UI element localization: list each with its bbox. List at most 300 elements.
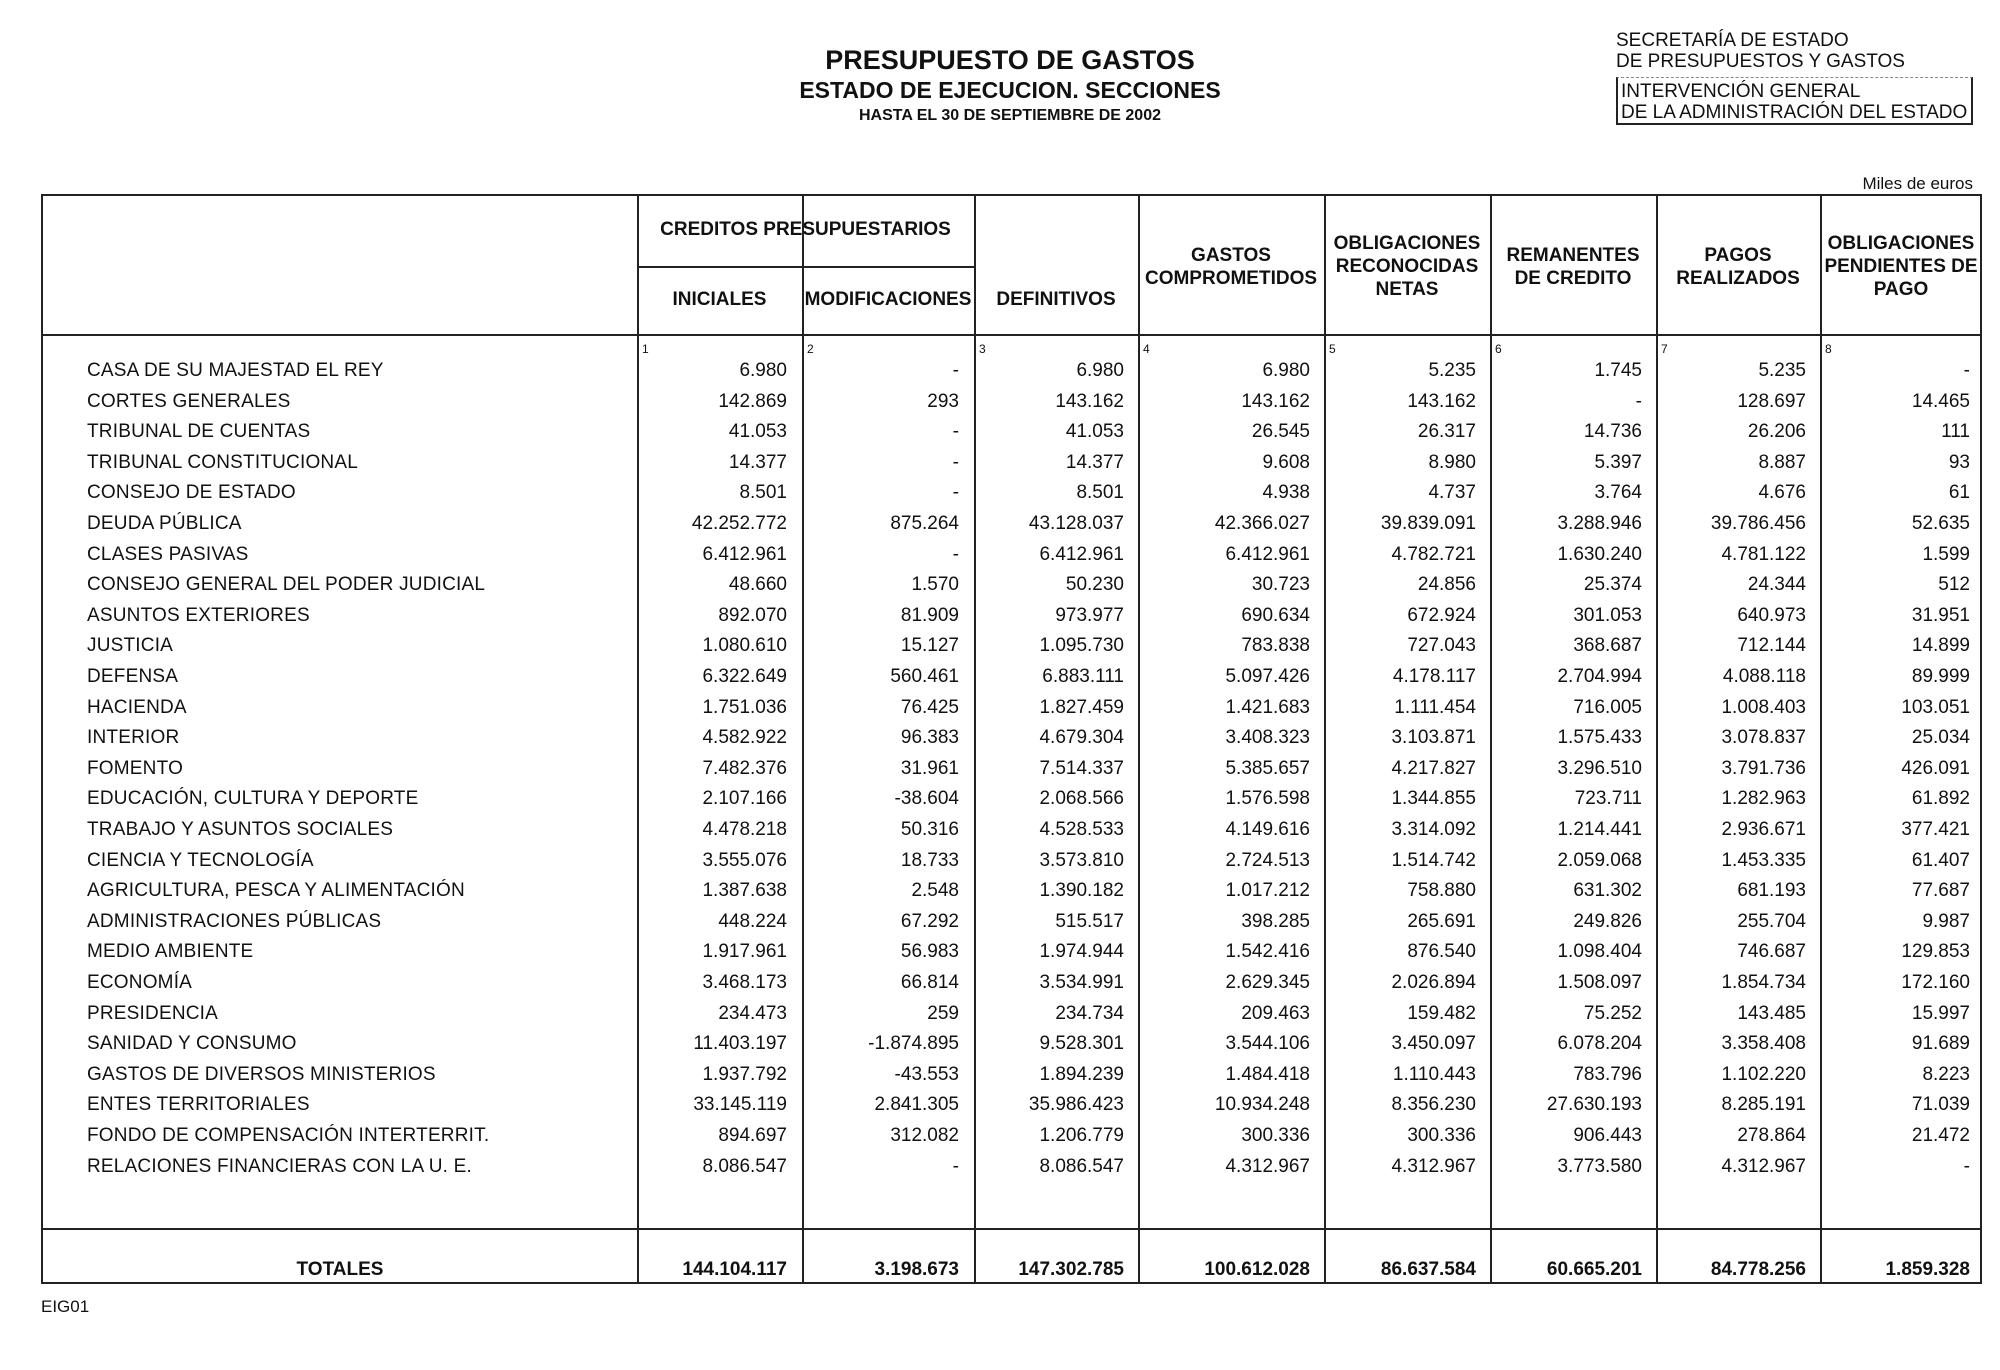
table-cell: 1.894.239 <box>1039 1063 1124 1085</box>
budget-table <box>41 194 1982 1284</box>
table-cell: - <box>952 543 959 565</box>
section-name: TRIBUNAL CONSTITUCIONAL <box>87 451 358 473</box>
column-number: 1 <box>642 342 649 356</box>
table-cell: 293 <box>927 390 959 412</box>
table-cell: - <box>1963 1155 1970 1177</box>
table-cell: 67.292 <box>900 910 959 932</box>
table-row <box>43 1152 1980 1182</box>
table-cell: 24.856 <box>1417 574 1476 596</box>
section-name: MEDIO AMBIENTE <box>87 941 254 963</box>
section-name: SANIDAD Y CONSUMO <box>87 1033 297 1055</box>
table-cell: 143.162 <box>1407 390 1476 412</box>
table-cell: 9.528.301 <box>1039 1033 1124 1055</box>
table-cell: 61.892 <box>1911 788 1970 810</box>
section-name: ECONOMÍA <box>87 972 193 993</box>
section-name: CONSEJO DE ESTADO <box>87 482 296 504</box>
table-row <box>43 570 1980 600</box>
table-cell: 783.838 <box>1241 635 1310 657</box>
table-cell: 234.734 <box>1055 1002 1124 1024</box>
table-cell: 18.733 <box>900 849 959 871</box>
table-cell: 52.635 <box>1911 513 1970 534</box>
table-cell: -38.604 <box>894 788 959 810</box>
section-name: FOMENTO <box>87 757 184 779</box>
table-cell: 4.312.967 <box>1225 1155 1310 1177</box>
table-divider <box>637 266 974 268</box>
header-remanentes-line: REMANENTES <box>1506 245 1640 266</box>
section-name: CASA DE SU MAJESTAD EL REY <box>87 360 384 381</box>
table-cell: 3.358.408 <box>1721 1033 1806 1055</box>
table-cell: 7.514.337 <box>1039 757 1124 779</box>
table-cell: 42.252.772 <box>691 513 787 534</box>
table-cell: 3.773.580 <box>1557 1155 1642 1177</box>
agency-line-2: DE PRESUPUESTOS Y GASTOS <box>1616 51 1905 72</box>
table-row <box>43 509 1980 539</box>
section-name: JUSTICIA <box>87 635 174 657</box>
table-cell: 426.091 <box>1901 757 1970 779</box>
total-value: 147.302.785 <box>1018 1259 1124 1280</box>
table-cell: 30.723 <box>1251 574 1310 596</box>
table-cell: 5.235 <box>1428 360 1476 381</box>
footer-code: EIG01 <box>41 1297 90 1316</box>
table-cell: 1.937.792 <box>702 1063 787 1085</box>
table-cell: 5.385.657 <box>1225 757 1310 779</box>
header-iniciales: INICIALES <box>672 289 767 310</box>
table-cell: 234.473 <box>718 1002 787 1024</box>
table-row <box>43 968 1980 998</box>
unit-label: Miles de euros <box>1862 174 1973 193</box>
table-row <box>43 448 1980 478</box>
table-cell: 448.224 <box>718 910 787 932</box>
table-cell: 973.977 <box>1055 604 1124 626</box>
table-cell: 672.924 <box>1407 604 1476 626</box>
table-cell: 25.034 <box>1911 727 1970 749</box>
table-cell: 35.986.423 <box>1028 1094 1124 1116</box>
table-cell: 4.679.304 <box>1039 727 1124 749</box>
column-number: 5 <box>1329 342 1336 356</box>
section-name: CLASES PASIVAS <box>87 543 249 565</box>
table-cell: 758.880 <box>1407 880 1476 902</box>
section-name: TRIBUNAL DE CUENTAS <box>87 421 311 443</box>
table-cell: 6.412.961 <box>702 543 787 565</box>
header-obligaciones-line: NETAS <box>1375 279 1439 300</box>
table-cell: 6.980 <box>1076 360 1124 381</box>
table-cell: 42.366.027 <box>1214 513 1310 534</box>
table-cell: 1.387.638 <box>702 880 787 902</box>
column-number: 6 <box>1495 342 1502 356</box>
table-cell: - <box>952 421 959 443</box>
table-row <box>43 876 1980 906</box>
total-value: 60.665.201 <box>1546 1259 1642 1280</box>
table-cell: 894.697 <box>718 1125 787 1146</box>
table-cell: 1.344.855 <box>1391 788 1476 810</box>
table-cell: 9.987 <box>1922 910 1970 932</box>
table-cell: 2.107.166 <box>702 788 787 810</box>
table-cell: 2.026.894 <box>1391 972 1476 993</box>
table-cell: 81.909 <box>900 604 959 626</box>
table-cell: 21.472 <box>1911 1125 1970 1146</box>
table-cell: 3.314.092 <box>1391 819 1476 840</box>
header-pagos-line: PAGOS <box>1704 245 1772 266</box>
table-cell: 2.704.994 <box>1557 666 1642 687</box>
table-row <box>43 723 1980 753</box>
table-row <box>43 478 1980 508</box>
table-cell: 4.737 <box>1428 482 1476 504</box>
header-obligaciones-line: RECONOCIDAS <box>1335 256 1479 277</box>
table-cell: 1.095.730 <box>1039 635 1124 657</box>
table-cell: 3.764 <box>1594 482 1642 504</box>
section-name: RELACIONES FINANCIERAS CON LA U. E. <box>87 1155 472 1177</box>
section-name: INTERIOR <box>87 727 180 749</box>
table-cell: 61.407 <box>1911 849 1970 871</box>
table-cell: 39.786.456 <box>1710 513 1806 534</box>
table-cell: 1.484.418 <box>1225 1063 1310 1085</box>
table-cell: 249.826 <box>1573 910 1642 932</box>
table-row <box>43 662 1980 692</box>
table-row <box>43 1121 1980 1151</box>
table-cell: 2.059.068 <box>1557 849 1642 871</box>
table-cell: 15.127 <box>900 635 959 657</box>
column-number: 4 <box>1143 342 1150 356</box>
table-cell: 2.841.305 <box>874 1094 959 1116</box>
table-cell: 8.980 <box>1428 451 1476 473</box>
header-gastos <box>1138 244 1324 290</box>
table-cell: 690.634 <box>1241 604 1310 626</box>
header-obligaciones-line: OBLIGACIONES <box>1333 233 1481 254</box>
header-gastos-line: COMPROMETIDOS <box>1144 268 1318 289</box>
table-cell: 265.691 <box>1407 910 1476 932</box>
table-cell: 783.796 <box>1573 1063 1642 1085</box>
report-title: PRESUPUESTO DE GASTOS <box>825 45 1195 75</box>
table-row <box>43 1060 1980 1090</box>
table-cell: 1.017.212 <box>1225 880 1310 902</box>
header-pendientes <box>1820 232 1982 301</box>
table-cell: 6.078.204 <box>1557 1033 1642 1055</box>
table-cell: 712.144 <box>1737 635 1806 657</box>
table-cell: 27.630.193 <box>1546 1094 1642 1116</box>
table-row <box>43 601 1980 631</box>
section-name: AGRICULTURA, PESCA Y ALIMENTACIÓN <box>87 880 465 902</box>
table-cell: 4.178.117 <box>1392 666 1476 687</box>
section-name: HACIENDA <box>87 696 187 718</box>
agency-line-3: INTERVENCIÓN GENERAL <box>1621 81 1861 102</box>
table-cell: 77.687 <box>1911 880 1970 902</box>
table-cell: - <box>952 482 959 504</box>
table-cell: 128.697 <box>1737 390 1806 412</box>
table-cell: 1.576.598 <box>1225 788 1310 810</box>
table-cell: 4.088.118 <box>1722 666 1806 687</box>
table-cell: 312.082 <box>890 1125 959 1146</box>
table-cell: 2.724.513 <box>1225 849 1310 871</box>
table-cell: 31.961 <box>900 757 959 779</box>
table-cell: 723.711 <box>1574 788 1642 810</box>
table-cell: 3.555.076 <box>702 849 787 871</box>
table-cell: 4.676 <box>1758 482 1806 504</box>
table-cell: 681.193 <box>1737 880 1806 902</box>
table-cell: 875.264 <box>890 513 959 534</box>
table-cell: 50.316 <box>900 819 959 840</box>
header-pendientes-line: OBLIGACIONES <box>1827 233 1975 254</box>
table-row <box>43 417 1980 447</box>
total-value: 144.104.117 <box>682 1259 787 1280</box>
table-cell: - <box>1635 390 1642 412</box>
table-cell: 1.542.416 <box>1225 941 1310 963</box>
table-row <box>43 999 1980 1029</box>
table-cell: 111 <box>1941 421 1970 443</box>
table-cell: 3.573.810 <box>1039 849 1124 871</box>
table-divider <box>43 1228 1980 1230</box>
table-cell: 278.864 <box>1737 1125 1806 1146</box>
table-cell: 906.443 <box>1573 1125 1642 1146</box>
table-cell: 3.534.991 <box>1039 972 1124 993</box>
table-cell: 1.917.961 <box>702 941 787 963</box>
table-cell: 61 <box>1948 482 1970 504</box>
header-remanentes-line: DE CREDITO <box>1514 268 1632 289</box>
table-cell: 876.540 <box>1407 941 1476 963</box>
header-creditos: CREDITOS PRESUPUESTARIOS <box>660 219 951 240</box>
table-cell: 10.934.248 <box>1214 1094 1310 1116</box>
table-cell: 143.162 <box>1055 390 1124 412</box>
table-cell: - <box>952 1155 959 1177</box>
table-cell: 76.425 <box>900 696 959 718</box>
table-cell: 75.252 <box>1583 1002 1642 1024</box>
table-cell: 2.629.345 <box>1225 972 1310 993</box>
column-number: 3 <box>979 342 986 356</box>
table-cell: 5.397 <box>1594 451 1642 473</box>
section-name: TRABAJO Y ASUNTOS SOCIALES <box>87 819 394 840</box>
table-cell: 26.317 <box>1417 421 1476 443</box>
agency-line-4: DE LA ADMINISTRACIÓN DEL ESTADO <box>1621 102 1968 123</box>
total-value: 3.198.673 <box>874 1259 959 1280</box>
header-pagos <box>1656 244 1820 290</box>
table-cell: - <box>1963 360 1970 381</box>
table-cell: 255.704 <box>1737 910 1806 932</box>
table-cell: 26.545 <box>1251 421 1310 443</box>
table-cell: 1.080.610 <box>702 635 787 657</box>
table-cell: 560.461 <box>890 666 959 687</box>
total-value: 1.859.328 <box>1885 1259 1970 1280</box>
table-cell: 1.599 <box>1922 543 1970 565</box>
table-cell: 1.214.441 <box>1557 819 1642 840</box>
report-date: HASTA EL 30 DE SEPTIEMBRE DE 2002 <box>858 107 1161 124</box>
table-cell: 66.814 <box>900 972 959 993</box>
table-cell: 142.869 <box>718 390 787 412</box>
table-cell: 50.230 <box>1065 574 1124 596</box>
table-cell: 143.162 <box>1241 390 1310 412</box>
total-value: 84.778.256 <box>1710 1259 1806 1280</box>
table-cell: 8.223 <box>1922 1063 1970 1085</box>
table-cell: 727.043 <box>1407 635 1476 657</box>
table-cell: 1.827.459 <box>1039 696 1124 718</box>
table-cell: 4.217.827 <box>1391 757 1476 779</box>
section-name: DEFENSA <box>87 666 179 687</box>
table-cell: 3.296.510 <box>1557 757 1642 779</box>
table-cell: 93 <box>1948 451 1970 473</box>
section-name: EDUCACIÓN, CULTURA Y DEPORTE <box>87 788 419 810</box>
table-cell: 892.070 <box>718 604 787 626</box>
table-cell: 746.687 <box>1737 941 1806 963</box>
table-cell: 1.421.683 <box>1225 696 1310 718</box>
table-cell: 3.450.097 <box>1391 1033 1476 1055</box>
table-cell: 300.336 <box>1241 1125 1310 1146</box>
table-cell: 368.687 <box>1573 635 1642 657</box>
table-cell: 159.482 <box>1407 1002 1476 1024</box>
table-cell: 512 <box>1938 574 1970 596</box>
table-cell: 8.887 <box>1758 451 1806 473</box>
table-cell: 9.608 <box>1262 451 1310 473</box>
table-cell: -1.874.895 <box>868 1033 959 1055</box>
table-cell: 300.336 <box>1407 1125 1476 1146</box>
column-number: 2 <box>807 342 814 356</box>
table-row <box>43 540 1980 570</box>
table-cell: 631.302 <box>1573 880 1642 902</box>
section-name: CONSEJO GENERAL DEL PODER JUDICIAL <box>87 574 486 596</box>
table-cell: 129.853 <box>1901 941 1970 963</box>
table-cell: 8.285.191 <box>1721 1094 1806 1116</box>
table-cell: 3.078.837 <box>1721 727 1806 749</box>
section-name: ASUNTOS EXTERIORES <box>87 604 310 626</box>
table-cell: 172.160 <box>1901 972 1970 993</box>
table-cell: 14.377 <box>1065 451 1124 473</box>
table-cell: 6.412.961 <box>1039 543 1124 565</box>
section-name: GASTOS DE DIVERSOS MINISTERIOS <box>87 1063 436 1085</box>
table-cell: - <box>952 451 959 473</box>
table-cell: 6.883.111 <box>1042 666 1124 687</box>
header-pagos-line: REALIZADOS <box>1676 268 1800 289</box>
table-cell: 3.544.106 <box>1225 1033 1310 1055</box>
table-cell: 14.465 <box>1911 390 1970 412</box>
table-cell: 8.501 <box>1076 482 1124 504</box>
table-divider <box>43 334 1980 336</box>
table-cell: 25.374 <box>1583 574 1642 596</box>
table-cell: 14.899 <box>1911 635 1970 657</box>
table-cell: 5.235 <box>1758 360 1806 381</box>
table-cell: 1.974.944 <box>1039 941 1124 963</box>
table-cell: 377.421 <box>1901 819 1970 840</box>
table-cell: 8.356.230 <box>1391 1094 1476 1116</box>
table-cell: 96.383 <box>900 727 959 749</box>
table-cell: 3.468.173 <box>702 972 787 993</box>
table-cell: 1.630.240 <box>1557 543 1642 565</box>
table-cell: 4.781.122 <box>1721 543 1806 565</box>
table-cell: 1.102.220 <box>1721 1063 1806 1085</box>
table-cell: 3.408.323 <box>1225 727 1310 749</box>
table-cell: 6.980 <box>1262 360 1310 381</box>
table-cell: 7.482.376 <box>702 757 787 779</box>
table-row <box>43 815 1980 845</box>
table-cell: 1.453.335 <box>1721 849 1806 871</box>
table-row <box>43 693 1980 723</box>
table-cell: 24.344 <box>1747 574 1806 596</box>
table-cell: 4.149.616 <box>1225 819 1310 840</box>
table-cell: 5.097.426 <box>1225 666 1310 687</box>
table-cell: 2.936.671 <box>1721 819 1806 840</box>
section-name: CIENCIA Y TECNOLOGÍA <box>87 849 314 871</box>
table-cell: 26.206 <box>1747 421 1806 443</box>
table-cell: 4.782.721 <box>1391 543 1476 565</box>
table-cell: 15.997 <box>1911 1002 1970 1024</box>
table-cell: 89.999 <box>1911 666 1970 687</box>
header-modificaciones: MODIFICACIONES <box>804 289 972 310</box>
table-cell: 56.983 <box>900 941 959 963</box>
table-cell: 398.285 <box>1241 910 1310 932</box>
table-cell: 41.053 <box>1065 421 1124 443</box>
header-definitivos: DEFINITIVOS <box>996 289 1116 310</box>
section-name: FONDO DE COMPENSACIÓN INTERTERRIT. <box>87 1125 490 1146</box>
table-cell: 1.206.779 <box>1039 1125 1124 1146</box>
table-cell: 3.288.946 <box>1557 513 1642 534</box>
table-cell: 8.501 <box>739 482 787 504</box>
table-cell: 1.751.036 <box>702 696 787 718</box>
table-cell: 209.463 <box>1241 1002 1310 1024</box>
section-name: ENTES TERRITORIALES <box>87 1094 310 1116</box>
table-row <box>43 907 1980 937</box>
table-cell: 11.403.197 <box>693 1033 787 1055</box>
agency-box <box>1616 77 1973 125</box>
table-row <box>43 1090 1980 1120</box>
table-row <box>43 784 1980 814</box>
table-cell: 143.485 <box>1737 1002 1806 1024</box>
table-cell: 2.068.566 <box>1039 788 1124 810</box>
table-cell: 6.322.649 <box>702 666 787 687</box>
table-cell: 1.008.403 <box>1721 696 1806 718</box>
table-cell: 4.478.218 <box>702 819 787 840</box>
table-cell: 2.548 <box>911 880 959 902</box>
table-cell: 71.039 <box>1911 1094 1970 1116</box>
table-cell: -43.553 <box>894 1063 959 1085</box>
table-cell: 14.377 <box>728 451 787 473</box>
table-cell: 1.111.454 <box>1394 696 1476 718</box>
report-subtitle: ESTADO DE EJECUCION. SECCIONES <box>799 77 1221 103</box>
table-cell: 1.110.443 <box>1392 1063 1476 1085</box>
table-cell: 39.839.091 <box>1380 513 1476 534</box>
table-cell: 1.745 <box>1594 360 1642 381</box>
section-name: CORTES GENERALES <box>87 390 291 412</box>
totals-label: TOTALES <box>296 1259 384 1280</box>
table-cell: 1.508.097 <box>1557 972 1642 993</box>
total-value: 100.612.028 <box>1204 1259 1310 1280</box>
table-cell: 1.098.404 <box>1557 941 1642 963</box>
report-title-block <box>700 44 1320 128</box>
table-cell: 4.938 <box>1262 482 1310 504</box>
header-pendientes-line: PAGO <box>1873 279 1929 300</box>
header-obligaciones <box>1324 232 1490 301</box>
table-row <box>43 387 1980 417</box>
column-number: 7 <box>1661 342 1668 356</box>
table-cell: 103.051 <box>1901 696 1970 718</box>
table-cell: 41.053 <box>728 421 787 443</box>
table-cell: 6.980 <box>739 360 787 381</box>
table-cell: 1.514.742 <box>1391 849 1476 871</box>
table-cell: 14.736 <box>1583 421 1642 443</box>
table-cell: 1.575.433 <box>1557 727 1642 749</box>
header-gastos-line: GASTOS <box>1191 245 1271 266</box>
table-row <box>43 937 1980 967</box>
table-cell: 4.312.967 <box>1721 1155 1806 1177</box>
table-cell: 301.053 <box>1573 604 1642 626</box>
table-cell: 640.973 <box>1737 604 1806 626</box>
table-cell: 4.582.922 <box>702 727 787 749</box>
column-number: 8 <box>1825 342 1832 356</box>
table-cell: 48.660 <box>728 574 787 596</box>
table-cell: 33.145.119 <box>693 1094 787 1116</box>
table-cell: 8.086.547 <box>702 1155 787 1177</box>
table-row <box>43 631 1980 661</box>
total-value: 86.637.584 <box>1380 1259 1476 1280</box>
table-cell: 1.854.734 <box>1721 972 1806 993</box>
table-cell: 43.128.037 <box>1028 513 1124 534</box>
header-remanentes <box>1490 244 1656 290</box>
table-cell: 4.528.533 <box>1039 819 1124 840</box>
